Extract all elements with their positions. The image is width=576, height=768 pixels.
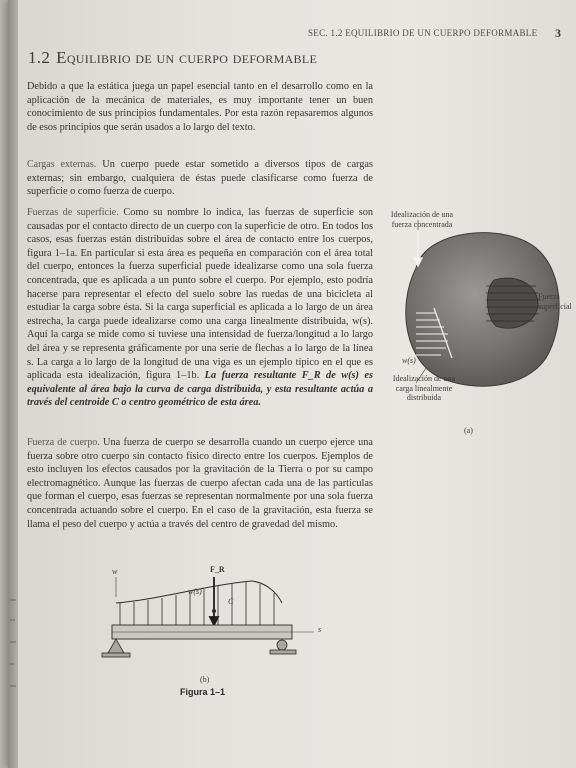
label-s: s <box>318 625 322 634</box>
fuerza-cuerpo-paragraph <box>27 436 373 531</box>
margin-marks <box>8 590 18 710</box>
running-head: SEC. 1.2 EQUILIBRIO DE UN CUERPO DEFORMABLE <box>308 28 538 38</box>
figure-1-1a <box>386 208 576 448</box>
centroid-point <box>212 609 216 613</box>
label-FR: F_R <box>210 565 225 574</box>
label-distributed-load: Idealización de una carga linealmente distribuida <box>392 374 456 402</box>
section-heading: Equilibrio de un cuerpo deformable <box>56 48 318 67</box>
cargas-externas-body: Un cuerpo puede estar sometido a diversos tipos de cargas externas; sin embargo, cualquiera de éstas puede clasificarse como fuerza de superficie o como fuerza de cuerpo. <box>27 159 374 198</box>
cargas-externas-lead: Cargas externas. <box>27 159 97 170</box>
figure-caption: Figura 1–1 <box>180 687 226 697</box>
figure-1-1b <box>92 563 328 703</box>
beam-diagram <box>92 563 328 703</box>
section-number: 1.2 <box>28 48 51 67</box>
deformable-body-diagram <box>386 208 576 448</box>
concentrated-force-arrow <box>414 228 422 266</box>
label-C: C <box>228 597 234 606</box>
textbook-page <box>8 0 576 768</box>
fuerza-cuerpo-lead: Fuerza de cuerpo. <box>27 437 100 448</box>
fuerzas-superficie-lead: Fuerzas de superficie. <box>27 207 119 218</box>
figure-a-tag: (a) <box>464 426 473 435</box>
fuerzas-superficie-paragraph <box>27 206 373 410</box>
resultant-force-FR <box>210 577 218 625</box>
intro-paragraph: Debido a que la estática juega un papel esencial tanto en el desarrollo como en la aplicación de la mecánica de materiales, es muy importante tener un buen conocimiento de sus principios fundamentales. Por esta razón repasaremos algunos de esos principios que serán usados a lo largo del texto. <box>27 81 373 133</box>
section-title <box>28 48 317 68</box>
fuerzas-superficie-emphasis: La fuerza resultante F_R de w(s) es equivalente al área bajo la curva de carga distribuida, y esta resultante actúa a través del centroide C o centro geométrico de esta área. <box>27 370 373 409</box>
label-ws-a: w(s) <box>402 356 416 365</box>
page-number: 3 <box>555 26 561 40</box>
fuerzas-superficie-body: Como su nombre lo indica, las fuerzas de superficie son causadas por el contacto directo de un cuerpo con la superficie de otro. En todos los casos, esas fuerzas están distribuidas sobre el área de contacto entre los cuerpos, figura 1–1a. En particular si esta área es pequeña en comparación con el área total del cuerpo, entonces la fuerza superficial puede idealizarse como una sola fuerza concentrada, que es aplicada a un punto sobre el cuerpo. Por ejemplo, esto podría hacerse para representar el efecto del suelo sobre las ruedas de una bicicleta al estudiar la carga sobre ésta. Si la carga superficial es aplicada a lo largo de un área estrecha, la carga puede idealizarse como una carga linealmente distribuida, w(s). Aquí la carga se mide como si tuviese una intensidad de fuerza/longitud a lo largo del área y se representa gráficamente por una serie de flechas a lo largo de la línea s. La carga a lo largo de la longitud de una viga es un ejemplo típico en el que es aplicada esta idealización, figura 1–1b. <box>27 207 373 382</box>
right-support <box>270 640 296 654</box>
left-support <box>102 639 130 657</box>
figure-b-tag: (b) <box>200 675 210 684</box>
label-w: w <box>112 567 118 576</box>
fuerza-cuerpo-body: Una fuerza de cuerpo se desarrolla cuando un cuerpo ejerce una fuerza sobre otro cuerpo sin contacto físico directo entre los cuerpos. Ejemplos de esto incluyen los efectos causados por la gravitación de la Tierra o por su campo electromagnético. Aunque las fuerzas de cuerpo afectan cada una de las partículas que forman el cuerpo, esas fuerzas se representan normalmente por una sola fuerza concentrada actuando sobre el cuerpo. En el caso de la gravitación, esta fuerza se llama el peso del cuerpo y actúa a través del centro de gravedad del mismo. <box>27 437 373 530</box>
label-surface-force: Fuerza superficial <box>538 292 572 311</box>
cargas-externas-paragraph <box>27 158 373 199</box>
label-ws-b: w(s) <box>188 587 202 596</box>
label-concentrated-force: Idealización de una fuerza concentrada <box>390 210 454 229</box>
